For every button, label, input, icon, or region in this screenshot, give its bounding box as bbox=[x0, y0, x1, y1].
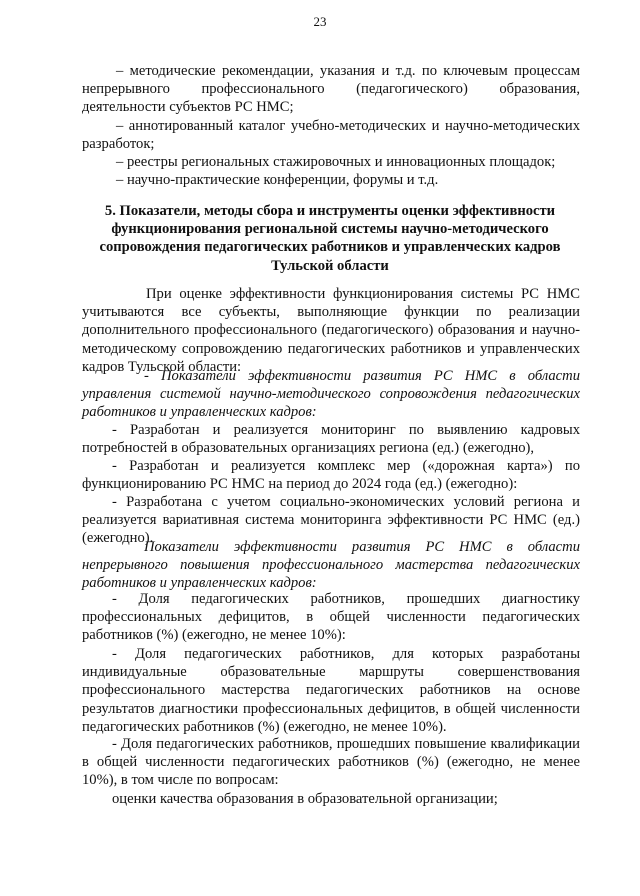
indicator-item: - Доля педагогических работников, прошедших повышение квалификации в общей численности педагогических работников (%) (ежегодно, не менее 10%), в том числе по вопросам: bbox=[82, 736, 580, 789]
page-number: 23 bbox=[313, 14, 327, 29]
indicator-item: - Доля педагогических работников, прошедших диагностику профессиональных дефицитов, в общей численности педагогических работников (%) (ежегодно, не менее 10%): bbox=[82, 591, 580, 644]
intro-paragraph: При оценке эффективности функционирования системы РС НМС учитываются все субъекты, выполняющие функции по реализации дополнительного профессионального (педагогического) образования и научно-методическому сопровождению педагогических работников и управленческих кадров Тульской области: bbox=[82, 286, 580, 375]
indicator-item: - Разработана с учетом социально-экономических условий региона и реализуется вариативная система мониторинга эффективности РС НМС (ед.) (ежегодно). bbox=[82, 494, 580, 547]
list-item: – методические рекомендации, указания и т.д. по ключевым процессам непрерывного профессионального (педагогического) образования, деятельности субъектов РС НМС; bbox=[82, 63, 580, 116]
section-heading: 5. Показатели, методы сбора и инструменты оценки эффективности функционирования региональной системы научно-методического сопровождения педагогических работников и управленческих кадров Тульской области bbox=[99, 203, 561, 274]
list-item: – реестры региональных стажировочных и инновационных площадок; bbox=[116, 154, 556, 170]
list-item: – научно-практические конференции, форумы и т.д. bbox=[116, 172, 439, 188]
list-item: – аннотированный каталог учебно-методических и научно-методических разработок; bbox=[82, 118, 580, 153]
indicator-item: - Доля педагогических работников, для которых разработаны индивидуальные образовательные маршруты совершенствования профессионального мастерства педагогических работников на основе результатов диагностики профессиональных дефицитов, в общей численности педагогических работников (%) (ежегодно, не менее 10%). bbox=[82, 646, 580, 735]
indicator-group-title: - Показатели эффективности развития РС НМС в области управления системой научно-методического сопровождения педагогических работников и управленческих кадров: bbox=[82, 368, 580, 421]
indicator-group-title: Показатели эффективности развития РС НМС в области непрерывного повышения профессионального мастерства педагогических работников и управленческих кадров: bbox=[82, 539, 580, 592]
indicator-item: - Разработан и реализуется комплекс мер («дорожная карта») по функционированию РС НМС на период до 2024 года (ед.) (ежегодно): bbox=[82, 458, 580, 493]
list-item: оценки качества образования в образовательной организации; bbox=[112, 791, 498, 807]
indicator-item: - Разработан и реализуется мониторинг по выявлению кадровых потребностей в образовательных организациях региона (ед.) (ежегодно), bbox=[82, 422, 580, 457]
